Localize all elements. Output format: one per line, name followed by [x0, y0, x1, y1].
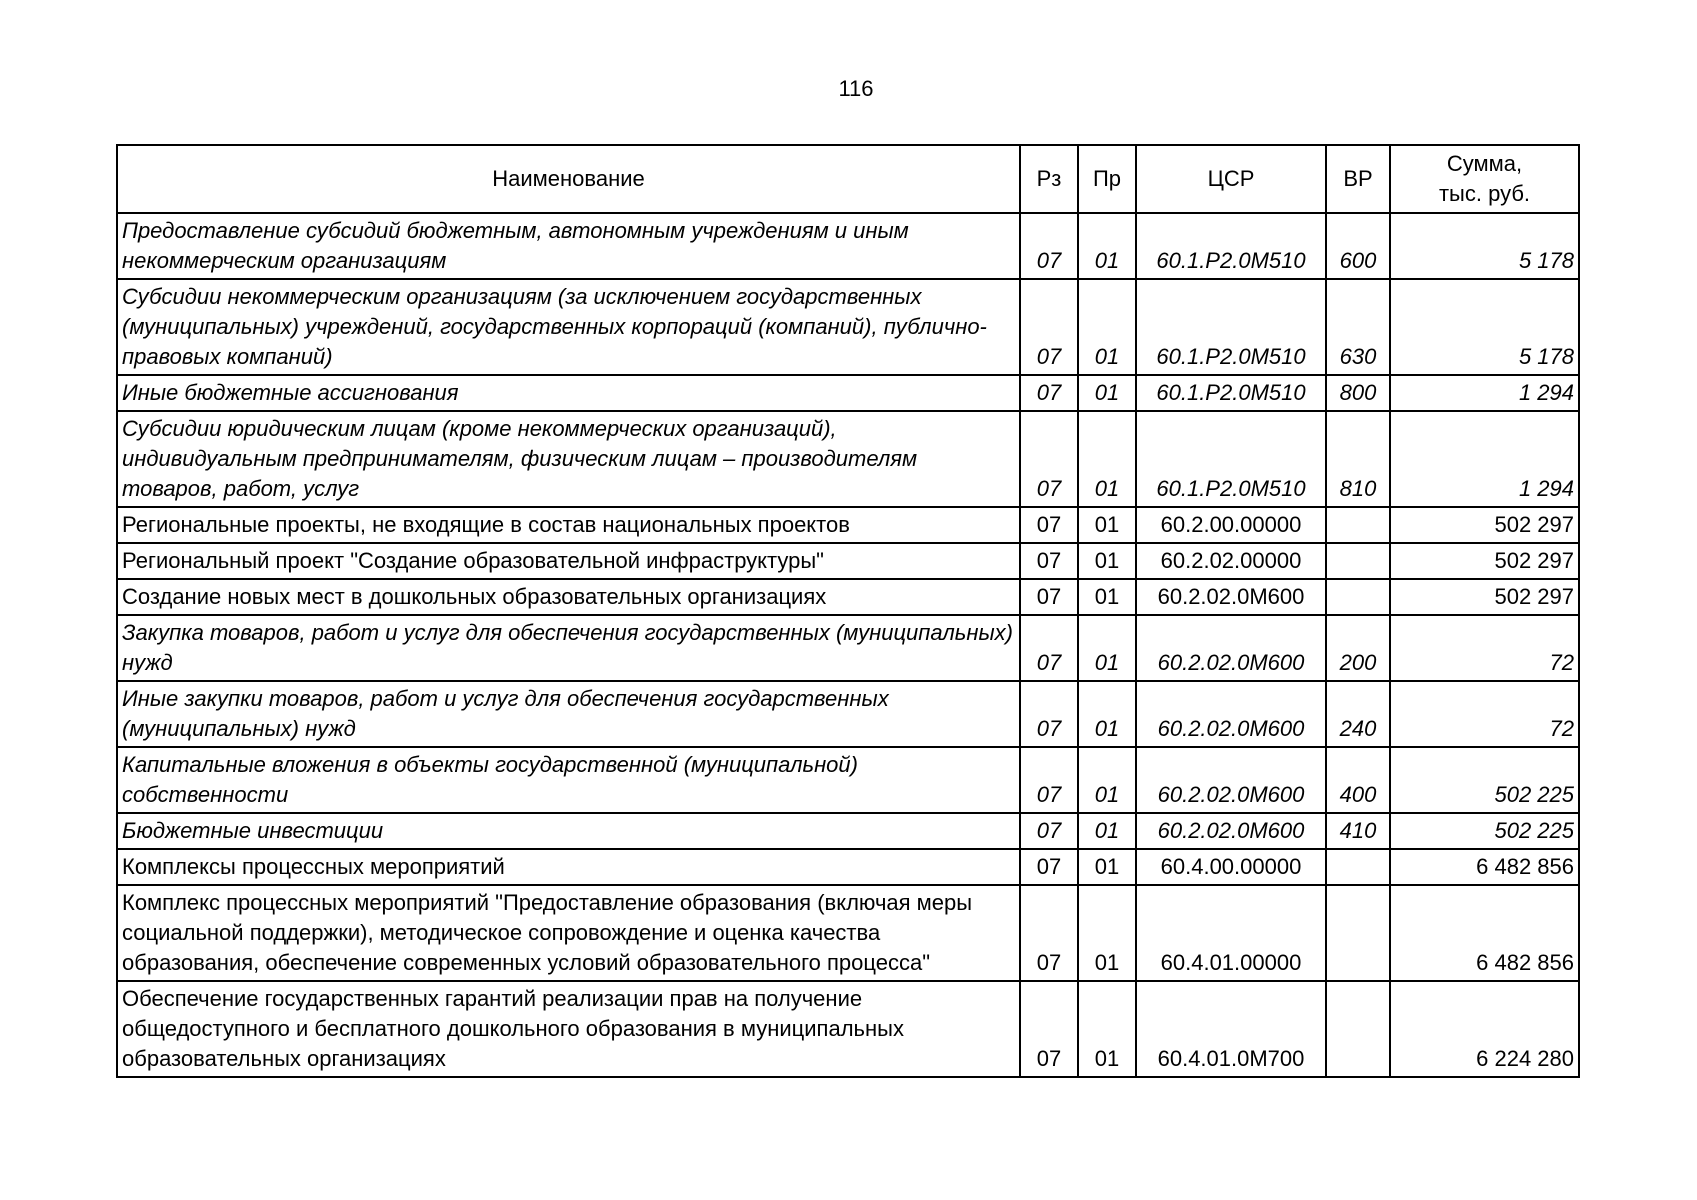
- row-pr: 01: [1078, 615, 1136, 681]
- row-pr: 01: [1078, 543, 1136, 579]
- header-vr: ВР: [1326, 145, 1390, 213]
- row-csr: 60.4.00.00000: [1136, 849, 1326, 885]
- row-pr: 01: [1078, 813, 1136, 849]
- row-name: Капитальные вложения в объекты государственной (муниципальной) собственности: [117, 747, 1020, 813]
- table-row: [117, 411, 1579, 507]
- row-rz: 07: [1020, 885, 1078, 981]
- row-rz: 07: [1020, 747, 1078, 813]
- row-name: Иные закупки товаров, работ и услуг для обеспечения государственных (муниципальных) нужд: [117, 681, 1020, 747]
- row-pr: 01: [1078, 747, 1136, 813]
- row-pr: 01: [1078, 507, 1136, 543]
- row-csr: 60.4.01.0М700: [1136, 981, 1326, 1077]
- table-row: [117, 507, 1579, 543]
- row-pr: 01: [1078, 885, 1136, 981]
- row-rz: 07: [1020, 213, 1078, 279]
- row-csr: 60.1.Р2.0М510: [1136, 411, 1326, 507]
- row-vr: 200: [1326, 615, 1390, 681]
- table-row: [117, 747, 1579, 813]
- table-header-row: [117, 145, 1579, 213]
- row-pr: 01: [1078, 279, 1136, 375]
- table-row: [117, 375, 1579, 411]
- row-sum: 72: [1390, 615, 1579, 681]
- row-vr: 800: [1326, 375, 1390, 411]
- row-rz: 07: [1020, 543, 1078, 579]
- header-sum: [1390, 145, 1579, 213]
- table-row: [117, 813, 1579, 849]
- header-sum-line2: тыс. руб.: [1438, 181, 1531, 206]
- table-row: [117, 681, 1579, 747]
- row-pr: 01: [1078, 375, 1136, 411]
- row-csr: 60.4.01.00000: [1136, 885, 1326, 981]
- row-vr: 410: [1326, 813, 1390, 849]
- table-row: [117, 579, 1579, 615]
- row-name: Субсидии некоммерческим организациям (за исключением государственных (муниципальных) учреждений, государственных корпораций (компаний), публично-правовых компаний): [117, 279, 1020, 375]
- row-sum: 6 482 856: [1390, 849, 1579, 885]
- row-name: Предоставление субсидий бюджетным, автономным учреждениям и иным некоммерческим организациям: [117, 213, 1020, 279]
- row-sum: 1 294: [1390, 375, 1579, 411]
- row-rz: 07: [1020, 849, 1078, 885]
- row-vr: [1326, 507, 1390, 543]
- row-name: Региональный проект "Создание образовательной инфраструктуры": [117, 543, 1020, 579]
- header-rz: Рз: [1020, 145, 1078, 213]
- table-row: [117, 213, 1579, 279]
- row-sum: 502 225: [1390, 813, 1579, 849]
- table-row: [117, 279, 1579, 375]
- row-csr: 60.2.02.0М600: [1136, 747, 1326, 813]
- row-csr: 60.2.02.00000: [1136, 543, 1326, 579]
- row-sum: 6 224 280: [1390, 981, 1579, 1077]
- row-rz: 07: [1020, 981, 1078, 1077]
- row-rz: 07: [1020, 375, 1078, 411]
- header-csr: ЦСР: [1136, 145, 1326, 213]
- row-csr: 60.1.Р2.0М510: [1136, 375, 1326, 411]
- budget-table: [116, 144, 1580, 1078]
- table-row: [117, 849, 1579, 885]
- row-pr: 01: [1078, 411, 1136, 507]
- row-name: Комплексы процессных мероприятий: [117, 849, 1020, 885]
- row-name: Обеспечение государственных гарантий реализации прав на получение общедоступного и бесплатного дошкольного образования в муниципальных образовательных организациях: [117, 981, 1020, 1077]
- row-vr: [1326, 543, 1390, 579]
- row-vr: 630: [1326, 279, 1390, 375]
- row-sum: 502 297: [1390, 579, 1579, 615]
- row-sum: 502 225: [1390, 747, 1579, 813]
- row-rz: 07: [1020, 579, 1078, 615]
- row-sum: 5 178: [1390, 213, 1579, 279]
- row-pr: 01: [1078, 579, 1136, 615]
- row-pr: 01: [1078, 681, 1136, 747]
- row-sum: 1 294: [1390, 411, 1579, 507]
- header-name: Наименование: [117, 145, 1020, 213]
- row-vr: 810: [1326, 411, 1390, 507]
- table-row: [117, 543, 1579, 579]
- row-vr: [1326, 981, 1390, 1077]
- row-vr: [1326, 579, 1390, 615]
- row-vr: 240: [1326, 681, 1390, 747]
- table-row: [117, 981, 1579, 1077]
- row-csr: 60.2.02.0М600: [1136, 579, 1326, 615]
- row-pr: 01: [1078, 213, 1136, 279]
- row-vr: 400: [1326, 747, 1390, 813]
- row-sum: 502 297: [1390, 543, 1579, 579]
- row-name: Иные бюджетные ассигнования: [117, 375, 1020, 411]
- header-pr: Пр: [1078, 145, 1136, 213]
- row-sum: 502 297: [1390, 507, 1579, 543]
- row-vr: [1326, 885, 1390, 981]
- row-name: Закупка товаров, работ и услуг для обеспечения государственных (муниципальных) нужд: [117, 615, 1020, 681]
- row-sum: 6 482 856: [1390, 885, 1579, 981]
- row-sum: 5 178: [1390, 279, 1579, 375]
- row-name: Субсидии юридическим лицам (кроме некоммерческих организаций), индивидуальным предпринимателям, физическим лицам – производителям товаров, работ, услуг: [117, 411, 1020, 507]
- row-csr: 60.2.02.0М600: [1136, 615, 1326, 681]
- row-name: Бюджетные инвестиции: [117, 813, 1020, 849]
- row-pr: 01: [1078, 981, 1136, 1077]
- row-rz: 07: [1020, 615, 1078, 681]
- row-name: Комплекс процессных мероприятий "Предоставление образования (включая меры социальной поддержки), методическое сопровождение и оценка качества образования, обеспечение современных условий образовательного процесса": [117, 885, 1020, 981]
- header-sum-line1: Сумма,: [1446, 151, 1523, 176]
- row-name: Региональные проекты, не входящие в состав национальных проектов: [117, 507, 1020, 543]
- row-csr: 60.2.00.00000: [1136, 507, 1326, 543]
- row-csr: 60.1.Р2.0М510: [1136, 279, 1326, 375]
- table-row: [117, 885, 1579, 981]
- row-rz: 07: [1020, 813, 1078, 849]
- row-csr: 60.2.02.0М600: [1136, 681, 1326, 747]
- row-csr: 60.1.Р2.0М510: [1136, 213, 1326, 279]
- row-vr: 600: [1326, 213, 1390, 279]
- row-rz: 07: [1020, 411, 1078, 507]
- table-row: [117, 615, 1579, 681]
- row-rz: 07: [1020, 279, 1078, 375]
- row-sum: 72: [1390, 681, 1579, 747]
- row-csr: 60.2.02.0М600: [1136, 813, 1326, 849]
- row-name: Создание новых мест в дошкольных образовательных организациях: [117, 579, 1020, 615]
- row-rz: 07: [1020, 681, 1078, 747]
- row-pr: 01: [1078, 849, 1136, 885]
- page-number: 116: [838, 76, 874, 101]
- row-vr: [1326, 849, 1390, 885]
- row-rz: 07: [1020, 507, 1078, 543]
